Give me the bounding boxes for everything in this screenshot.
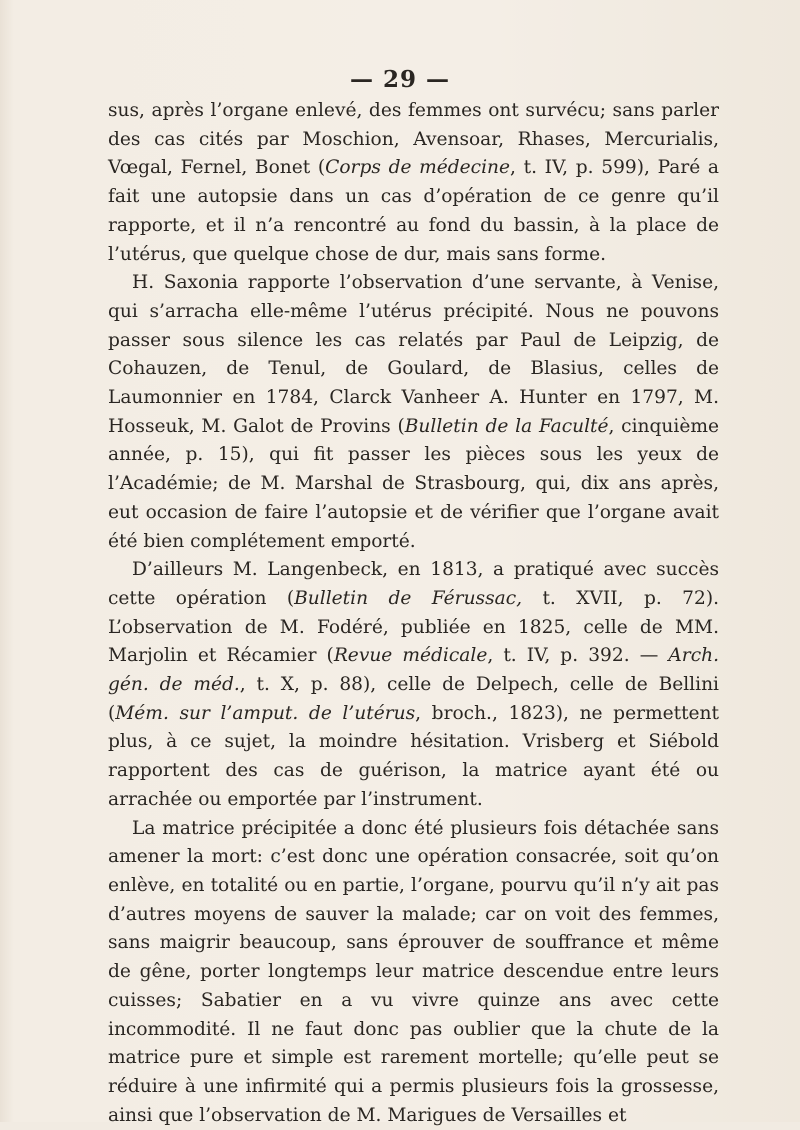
page-number: — 29 — bbox=[349, 66, 451, 93]
text-run: sus, après l’organe enlevé, des femmes ont survécu; sans parler des cas cités par Moschion, Avensoar, Rhases, Mercurialis, Vœgal, Fernel, Bonet ( bbox=[108, 100, 719, 179]
text-run: , t. IV, p. 392. — bbox=[487, 645, 669, 667]
text-run: H. Saxonia rapporte l’observation d’une servante, à Venise, qui s’arracha elle-même l’utérus précipité. Nous ne pouvons passer sous silence les cas relatés par Paul de Leipzig, de Cohauzen, de Tenul, de Goulard, de Blasius, celles de Laumonnier en 1784, Clarck Vanheer A. Hunter en 1797, M. Hosseuk, M. Galot de Provins ( bbox=[108, 272, 719, 437]
text-run: t. XVII, p. 72). L’observation de M. Fodéré, publiée en 1825, celle de MM. Marjolin et Récamier ( bbox=[108, 587, 719, 667]
text-run: , cinquième année, p. 15), qui fit passer les pièces sous les yeux de l’Académie; de M. Marshal de Strasbourg, qui, dix ans après, eut occasion de faire l’autopsie et de vérifier que l’organe avait été bien complétement emporté. bbox=[108, 415, 719, 552]
text-run: D’ailleurs M. Langenbeck, en 1813, a pratiqué avec succès cette opération ( bbox=[108, 559, 719, 609]
paragraph-p3 bbox=[108, 556, 719, 814]
body-text bbox=[108, 97, 719, 1130]
text-run: , broch., 1823), ne permettent plus, à ce sujet, la moindre hésitation. Vrisberg et Siébold rapportent des cas de guérison, la matrice ayant été ou arrachée ou emportée par l’instrument. bbox=[108, 702, 719, 810]
citation-italic: Bulletin de Férussac, bbox=[294, 587, 523, 609]
text-run: , t. X, p. 88), celle de Delpech, celle de Bellini ( bbox=[108, 674, 720, 724]
citation-italic: Bulletin de la Faculté bbox=[404, 415, 609, 437]
citation-italic: Corps de médecine bbox=[325, 157, 511, 179]
paragraph-p1 bbox=[108, 97, 719, 269]
text-run: La matrice précipitée a donc été plusieurs fois détachée sans amener la mort: c’est donc une opération consacrée, soit qu’on enlève, en totalité ou en partie, l’organe, pourvu qu’il n’y ait pas d’autres moyens de sauver la malade; car on voit des femmes, sans maigrir beaucoup, sans éprouver de souffrance et même de gêne, porter longtemps leur matrice descendue entre leurs cuisses; Sabatier en a vu vivre quinze ans avec cette incommodité. Il ne faut donc pas oublier que la chute de la matrice pure et simple est rarement mortelle; qu’elle peut se réduire à une infirmité qui a permis plusieurs fois la grossesse, ainsi que l’observation de M. Marigues de Versailles et bbox=[108, 817, 719, 1126]
text-run: , t. IV, p. 599), Paré a fait une autopsie dans un cas d’opération de ce genre qu’il rapporte, et il n’a rencontré au fond du bassin, à la place de l’utérus, que quelque chose de dur, mais sans forme. bbox=[108, 157, 719, 265]
citation-italic: Revue médicale bbox=[333, 645, 488, 667]
citation-italic: Mém. sur l’amput. de l’utérus bbox=[115, 702, 416, 724]
citation-italic: Arch. gén. de méd. bbox=[108, 645, 719, 696]
paragraph-p4 bbox=[108, 815, 719, 1130]
paragraph-p2 bbox=[108, 269, 719, 556]
